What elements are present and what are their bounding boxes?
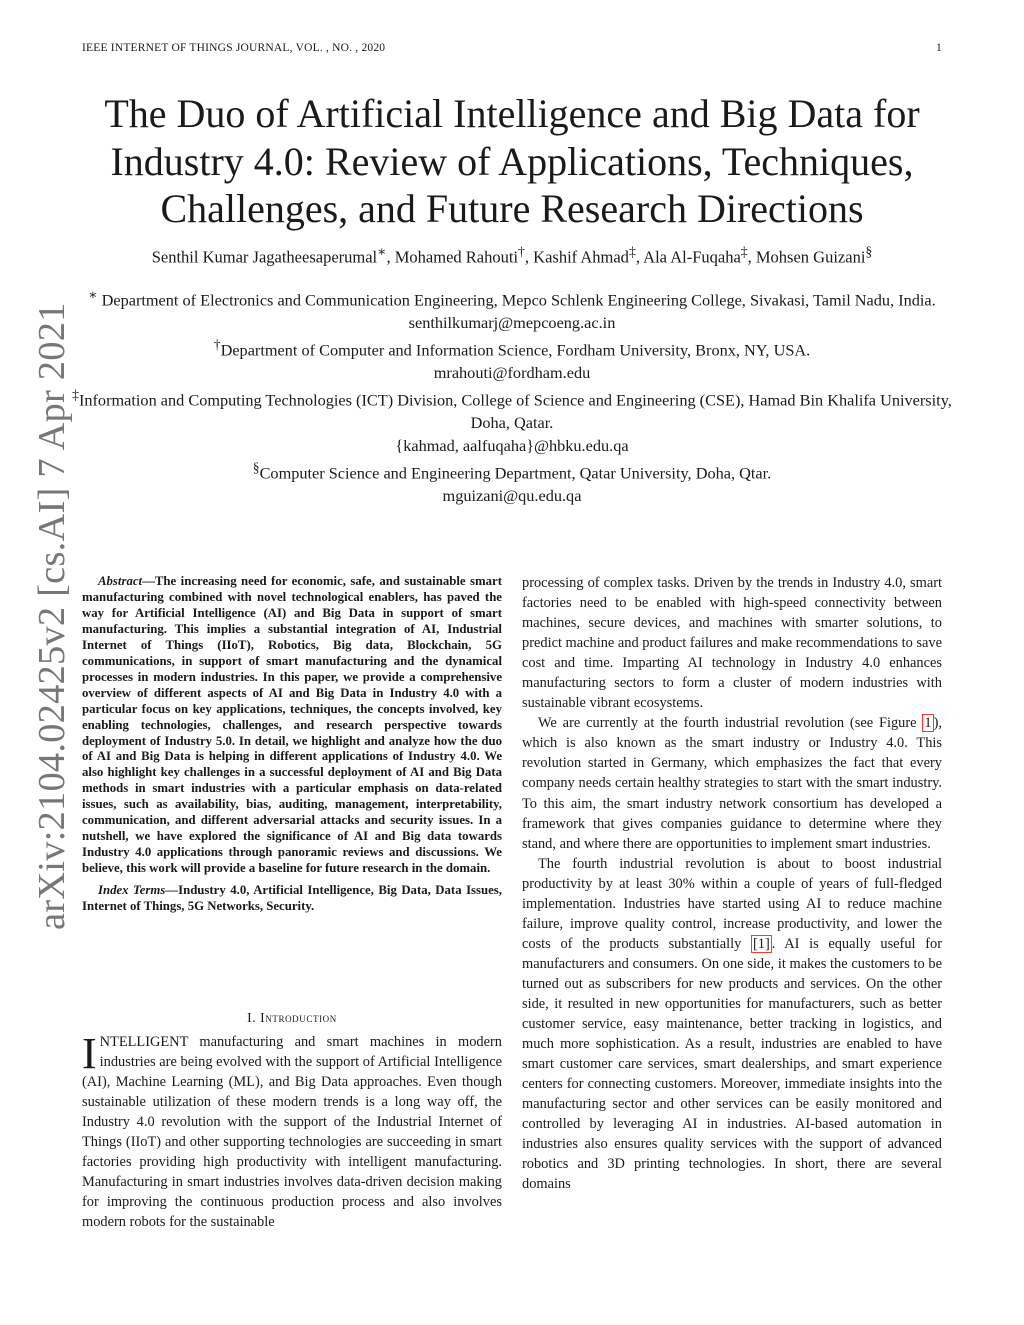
- introduction-column: [82, 1029, 502, 1232]
- index-terms-heading: Index Terms: [98, 883, 166, 898]
- abstract-paragraph: [82, 574, 502, 877]
- paragraph-text: ), which is also known as the smart industry or Industry 4.0. This revolution started in Germany, which emphasizes the fact that every company needs certain healthy strategies to start with the smart industry. To this aim, the smart industry network consortium has developed a framework that gives companies guidance to determine where they stand, and where there are opportunities to implement smart industries.: [522, 715, 942, 852]
- paper-title: [60, 90, 964, 233]
- affiliation-mark: †: [213, 337, 221, 353]
- abstract-heading: Abstract: [98, 574, 143, 588]
- citation-link[interactable]: [1]: [752, 935, 770, 952]
- paragraph-text: . AI is equally useful for manufacturers and consumers. On one side, it makes the customers to be turned out as subscribers for new products and services. On the other side, it resulted in new opportunities for manufacturers, such as better customer service, easy maintenance, better tracking in logistics, and much more sophistication. As a result, industries are enabled to have smart customer care services, smart dealerships, and smart experience centers for connecting customers. Moreover, immediate insights into the manufacturing sector and other services can be easily monitored and controlled by leveraging AI in industries. AI-based automation in industries also ensures quality services with the support of advanced robotics and 3D printing technologies. In short, there are several domains: [522, 935, 942, 1193]
- author-name: Mohsen Guizani: [755, 247, 866, 267]
- affiliation-mark: §: [865, 244, 873, 259]
- affiliation-mark: †: [518, 244, 525, 259]
- affiliation: [60, 384, 964, 434]
- author-list: Senthil Kumar Jagatheesaperumal∗, Mohamed Rahouti†, Kashif Ahmad‡, Ala Al-Fuqaha‡, Mohsen Guizani§: [151, 244, 873, 267]
- section-title: Introduction: [260, 1010, 337, 1025]
- affiliation: [60, 334, 964, 362]
- affiliation-mark: ‡: [628, 244, 636, 259]
- affiliation-mark: ‡: [72, 387, 79, 403]
- body-paragraph: [522, 713, 942, 853]
- body-paragraph: processing of complex tasks. Driven by the trends in Industry 4.0, smart factories need to be enabled with high-speed connectivity between machines, secure devices, and machines with smarter solutions, to predict machine and product failures and make recommendations to save cost and time. Imparting AI technology in Industry 4.0 enhances manufacturing sectors to form a cluster of modern industries with sustainable vibrant ecosystems.: [522, 575, 942, 712]
- lead-word: NTELLIGENT: [99, 1034, 189, 1050]
- affiliation-mark: ‡: [740, 244, 748, 259]
- affiliation-email: mrahouti@fordham.edu: [433, 363, 591, 383]
- abstract-text: —The increasing need for economic, safe, and sustainable smart manufacturing combined with novel technological enablers, has paved the way for Artificial Intelligence (AI) and Big Data in support of smart manufacturing. This implies a substantial integration of AI, Industrial Internet of Things (IIoT), Robotics, Big data, Blockchain, 5G communications, in support of smart manufacturing and the dynamical processes in modern industries. In this paper, we provide a comprehensive overview of different aspects of AI and Big Data in Industry 4.0 with a particular focus on key applications, techniques, the concepts involved, key enabling technologies, challenges, and research perspective towards deployment of Industry 5.0. In detail, we highlight and analyze how the duo of AI and Big Data is helping in different applications of Industry 4.0. We also highlight key challenges in a successful deployment of AI and Big Data methods in smart industries with a particular emphasis on data-related issues, such as availability, bias, auditing, management, interpretability, communication, and different adversarial attacks and security issues. In a nutshell, we have explored the significance of AI and Big data towards Industry 4.0 applications through panoramic reviews and discussions. We believe, this work will provide a baseline for future research in the domain.: [82, 574, 502, 876]
- body-paragraph: [522, 854, 942, 1195]
- affiliations: [60, 284, 964, 507]
- right-column: [522, 573, 942, 1194]
- section-number: I.: [247, 1010, 261, 1025]
- title-line: The Duo of Artificial Intelligence and Big Data for: [104, 91, 920, 136]
- affiliation-text: Information and Computing Technologies (ICT) Division, College of Science and Engineering (CSE), Hamad Bin Khalifa University, Doha, Qatar.: [78, 390, 952, 433]
- affiliation-mark: ∗: [88, 287, 98, 302]
- affiliation-mark: §: [252, 460, 260, 476]
- title-line: Industry 4.0: Review of Applications, Techniques,: [110, 138, 914, 184]
- author-name: Mohamed Rahouti: [394, 247, 519, 267]
- drop-cap: I: [82, 1029, 97, 1078]
- affiliation-text: Department of Computer and Information Science, Fordham University, Bronx, NY, USA.: [220, 340, 811, 360]
- author-name: Senthil Kumar Jagatheesaperumal: [151, 247, 378, 267]
- affiliation-text: Department of Electronics and Communication Engineering, Mepco Schlenk Engineering College, Sivakasi, Tamil Nadu, India.: [101, 290, 936, 310]
- author-name: Ala Al-Fuqaha: [643, 247, 741, 267]
- journal-name: IEEE INTERNET OF THINGS JOURNAL, VOL. , NO. , 2020: [82, 42, 386, 54]
- affiliation: [60, 457, 964, 485]
- affiliation-email: senthilkumarj@mepcoeng.ac.in: [408, 312, 616, 332]
- page-number: 1: [936, 42, 942, 54]
- title-line: Challenges, and Future Research Directions: [160, 186, 864, 231]
- author-name: Kashif Ahmad: [533, 247, 629, 267]
- abstract: [82, 574, 502, 915]
- index-terms-text: —Industry 4.0, Artificial Intelligence, Big Data, Data Issues, Internet of Things, 5G Networks, Security.: [82, 883, 502, 914]
- body-paragraph: [82, 1029, 502, 1232]
- affiliation-mark: ∗: [377, 244, 387, 259]
- arxiv-identifier[interactable]: arXiv:2104.02425v2 [cs.AI] 7 Apr 2021: [31, 302, 73, 930]
- affiliation-text: Computer Science and Engineering Department, Qatar University, Doha, Qtar.: [259, 463, 772, 483]
- affiliation-email: {kahmad, aalfuqaha}@hbku.edu.qa: [395, 435, 629, 455]
- paragraph-text: The fourth industrial revolution is about to boost industrial productivity by at least 30% within a couple of years of full-fledged implementation. Industries have started using AI to reduce machine failure, improve quality control, increase productivity, and lower the costs of the products substantially: [522, 855, 942, 952]
- affiliation-email: mguizani@qu.edu.qa: [442, 485, 582, 505]
- paragraph-text: manufacturing and smart machines in modern industries are being evolved with the support of Artificial Intelligence (AI), Machine Learning (ML), and Big Data approaches. Even though sustainable utilization of these modern trends is a long way off, the Industry 4.0 revolution with the support of the Industrial Internet of Things (IIoT) and other supporting technologies are succeeding in smart factories providing high productivity with intelligent manufacturing. Manufacturing in smart industries involves data-driven decision making for improving the continuous production process and also involves modern robots for the sustainable: [82, 1034, 502, 1231]
- section-heading: [82, 1010, 502, 1026]
- paragraph-text: We are currently at the fourth industrial revolution (see Figure: [538, 715, 923, 732]
- affiliation: [60, 284, 964, 312]
- index-terms: [82, 883, 502, 915]
- figure-reference-link[interactable]: 1: [924, 715, 932, 732]
